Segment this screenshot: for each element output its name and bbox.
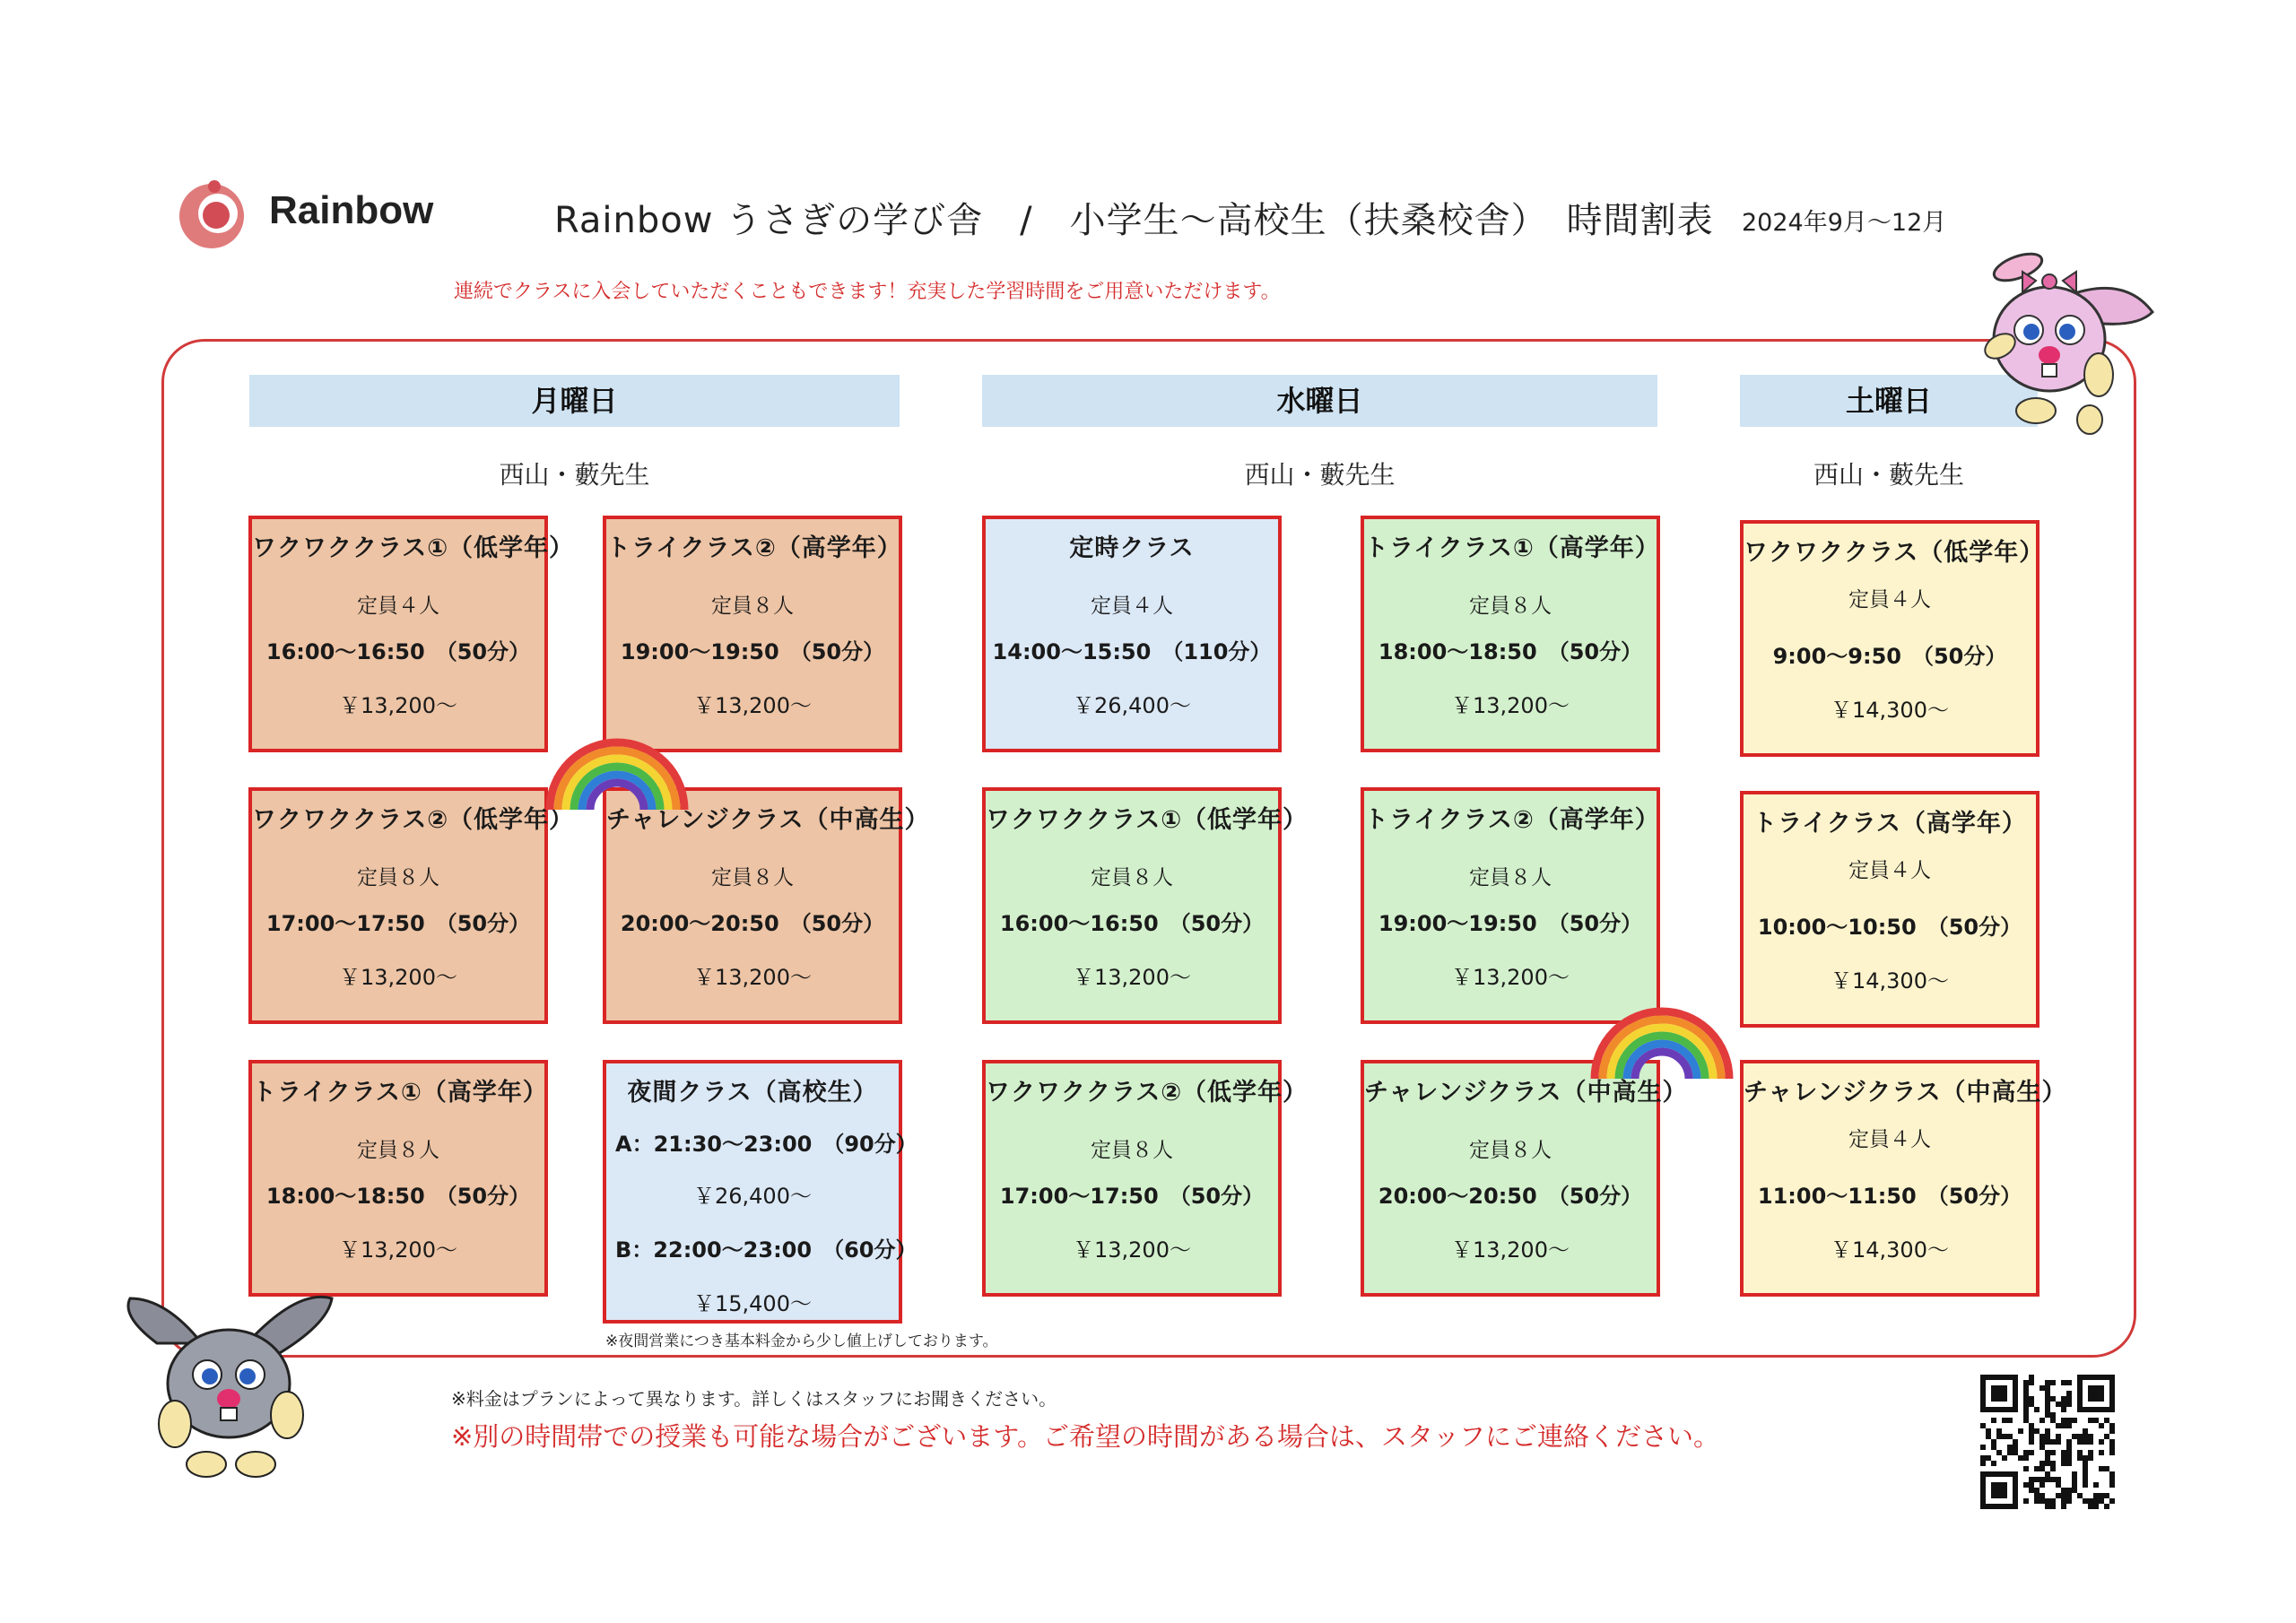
class-time: 18:00〜18:50 （50分） [265, 1184, 531, 1209]
class-price-a: ￥26,400〜 [693, 1184, 812, 1209]
class-price-b: ￥15,400〜 [693, 1291, 812, 1316]
class-capacity: 定員８人 [1469, 1139, 1552, 1162]
fee-note: ※料金はプランによって異なります。詳しくはスタッフにお聞きください。 [451, 1388, 1057, 1410]
class-price: ￥13,200〜 [1451, 693, 1570, 718]
class-time: 14:00〜15:50 （110分） [992, 639, 1272, 664]
class-card [248, 787, 575, 1024]
class-card [248, 516, 575, 752]
rainbow-icon [1586, 994, 1738, 1083]
enrollment-note: 連続でクラスに入会していただくこともできます！充実した学習時間をご用意いただけます。 [454, 281, 1281, 303]
class-name: ワクワククラス①（低学年） [986, 806, 1309, 834]
class-time: 19:00〜19:50 （50分） [620, 639, 885, 664]
teacher-wednesday: 西山・藪先生 [1244, 460, 1396, 490]
class-price: ￥14,300〜 [1831, 1237, 1949, 1263]
class-capacity: 定員４人 [1091, 595, 1173, 618]
class-name: ワクワククラス（低学年） [1744, 539, 2045, 567]
class-name: ワクワククラス②（低学年） [252, 806, 575, 834]
class-price: ￥14,300〜 [1831, 698, 1949, 723]
pink-rabbit-mascot-icon [1937, 240, 2158, 439]
class-time: 11:00〜11:50 （50分） [1757, 1184, 2022, 1209]
other-times-note: ※別の時間帯での授業も可能な場合がございます。ご希望の時間がある場合は、スタッフにご連絡ください。 [451, 1421, 1719, 1452]
class-time-b: B：22:00〜23:00 （60分） [615, 1237, 918, 1263]
class-name: チャレンジクラス（中高生） [1744, 1079, 2067, 1107]
class-time: 17:00〜17:50 （50分） [999, 1184, 1265, 1209]
night-class-card [603, 1060, 918, 1324]
class-name: トライクラス①（高学年） [1364, 534, 1660, 562]
class-capacity: 定員８人 [1091, 1139, 1173, 1162]
class-price: ￥13,200〜 [339, 693, 457, 718]
class-time: 16:00〜16:50 （50分） [999, 911, 1265, 936]
class-name: 夜間クラス（高校生） [627, 1079, 878, 1107]
rainbow-logo-icon [175, 178, 248, 251]
class-capacity: 定員８人 [357, 1139, 439, 1162]
teacher-saturday: 西山・藪先生 [1813, 460, 1964, 490]
class-card [603, 787, 930, 1024]
class-price: ￥13,200〜 [339, 1237, 457, 1263]
class-capacity: 定員８人 [357, 866, 439, 890]
day-header-wednesday: 水曜日 [982, 375, 1657, 427]
class-name: チャレンジクラス（中高生） [1364, 1079, 1688, 1107]
class-card [1361, 1060, 1688, 1297]
class-card [603, 516, 902, 752]
class-name: 定時クラス [1069, 534, 1195, 562]
class-time-a: A：21:30〜23:00 （90分） [615, 1132, 918, 1157]
class-card [982, 1060, 1309, 1297]
teacher-monday: 西山・藪先生 [499, 460, 650, 490]
class-time: 19:00〜19:50 （50分） [1378, 911, 1643, 936]
class-price: ￥13,200〜 [1073, 965, 1191, 990]
class-capacity: 定員８人 [1091, 866, 1173, 890]
class-price: ￥13,200〜 [693, 693, 812, 718]
class-card [982, 787, 1309, 1024]
class-price: ￥13,200〜 [1451, 1237, 1570, 1263]
class-time: 17:00〜17:50 （50分） [265, 911, 531, 936]
class-name: トライクラス（高学年） [1752, 810, 2027, 838]
class-time: 20:00〜20:50 （50分） [620, 911, 885, 936]
class-time: 10:00〜10:50 （50分） [1757, 915, 2022, 940]
class-time: 16:00〜16:50 （50分） [265, 639, 531, 664]
class-card [1740, 791, 2039, 1028]
night-class-note: ※夜間営業につき基本料金から少し値上げしております。 [605, 1332, 998, 1350]
class-capacity: 定員８人 [711, 595, 794, 618]
class-card [1361, 516, 1660, 752]
class-price: ￥13,200〜 [339, 965, 457, 990]
schedule-period: 2024年9月〜12月 [1742, 209, 1947, 237]
class-time: 20:00〜20:50 （50分） [1378, 1184, 1643, 1209]
class-capacity: 定員４人 [1848, 588, 1931, 612]
class-card [248, 1060, 548, 1297]
class-name: トライクラス②（高学年） [606, 534, 902, 562]
qr-code-icon[interactable] [1980, 1375, 2115, 1509]
class-price: ￥13,200〜 [1451, 965, 1570, 990]
day-header-monday: 月曜日 [249, 375, 900, 427]
class-name: トライクラス②（高学年） [1364, 806, 1660, 834]
class-price: ￥26,400〜 [1073, 693, 1191, 718]
class-card [1740, 520, 2045, 757]
day-header-saturday: 土曜日 [1740, 375, 2038, 427]
class-price: ￥13,200〜 [1073, 1237, 1191, 1263]
class-name: トライクラス①（高学年） [252, 1079, 548, 1107]
class-capacity: 定員４人 [1848, 859, 1931, 882]
rainbow-icon [541, 725, 693, 814]
gray-rabbit-mascot-icon [121, 1280, 336, 1482]
class-card [1740, 1060, 2067, 1297]
class-card [1361, 787, 1660, 1024]
class-card [982, 516, 1282, 752]
page-title: Rainbow うさぎの学び舎 / 小学生〜高校生（扶桑校舎） 時間割表 [554, 200, 1714, 241]
class-capacity: 定員８人 [711, 866, 794, 890]
class-capacity: 定員８人 [1469, 866, 1552, 890]
class-price: ￥13,200〜 [693, 965, 812, 990]
class-time: 18:00〜18:50 （50分） [1378, 639, 1643, 664]
class-name: チャレンジクラス（中高生） [606, 806, 930, 834]
class-name: ワクワククラス①（低学年） [252, 534, 575, 562]
class-time: 9:00〜9:50 （50分） [1772, 644, 2007, 669]
class-name: ワクワククラス②（低学年） [986, 1079, 1309, 1107]
class-price: ￥14,300〜 [1831, 968, 1949, 994]
class-capacity: 定員８人 [1469, 595, 1552, 618]
class-capacity: 定員４人 [357, 595, 439, 618]
class-capacity: 定員４人 [1848, 1128, 1931, 1151]
brand-name: Rainbow [269, 188, 434, 232]
